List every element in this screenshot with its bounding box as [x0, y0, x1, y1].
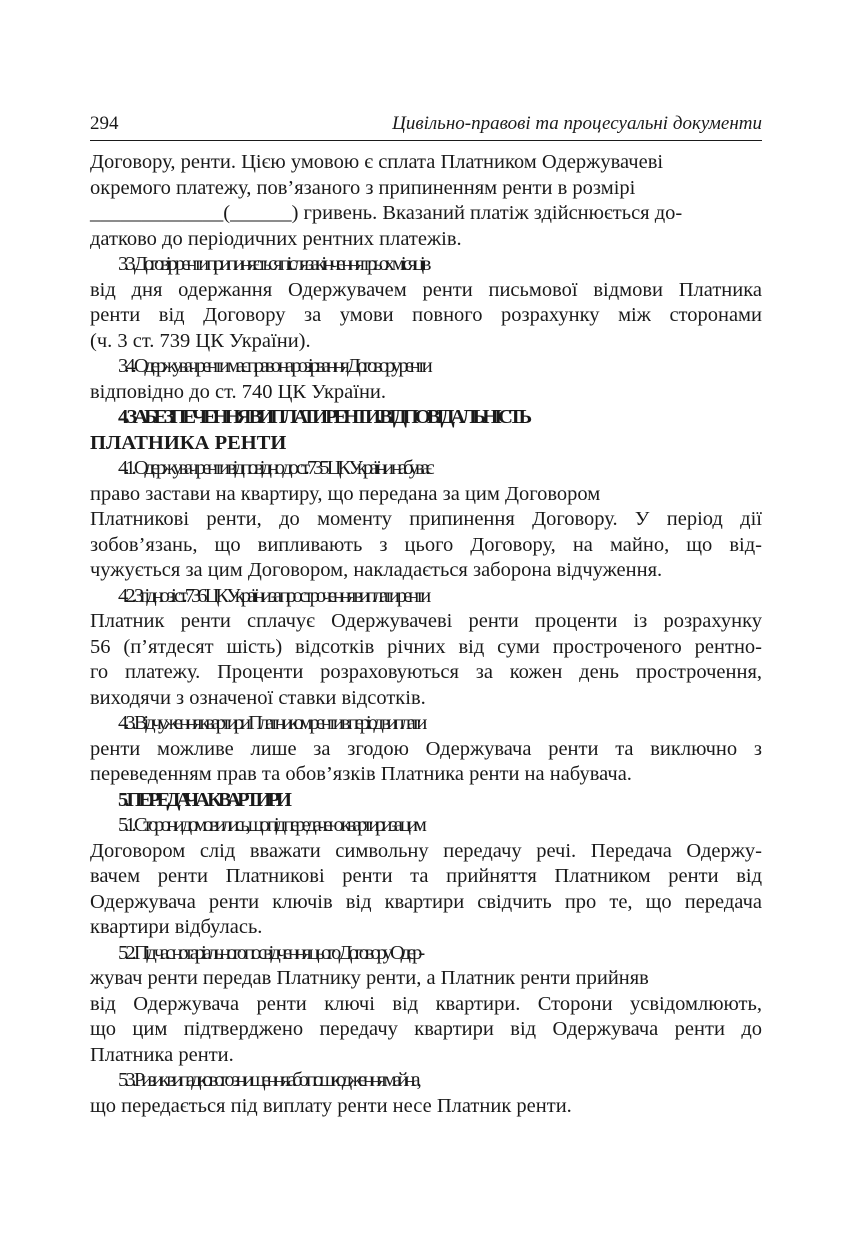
text-line: Платник ренти сплачує Одержувачеві ренти проценти із розрахунку	[90, 610, 762, 632]
paragraph	[90, 150, 762, 252]
paragraph	[90, 813, 762, 941]
text-line: окремого платежу, пов’язаного з припиненням ренти в розмірі	[90, 176, 636, 199]
paragraph	[90, 252, 762, 354]
text-line: вачем ренти Платникові ренти та прийняття Платником ренти від	[90, 865, 762, 887]
paragraph	[90, 711, 762, 788]
text-line: право застави на квартиру, що передана за цим Договором	[90, 482, 601, 505]
text-line: 5.3. Ризик випадкового знищення або пошкодження майна,	[118, 1069, 418, 1091]
paragraph	[90, 1068, 762, 1119]
text-line: що цим підтверджено передачу квартири від Одержувача ренти до	[90, 1018, 762, 1040]
text-line: го платежу. Проценти розраховуються за кожен день прострочення,	[90, 661, 762, 683]
paragraph	[90, 941, 762, 1069]
heading-line: 5. ПЕРЕДАЧА КВАРТИРИ	[118, 788, 288, 811]
section-heading	[90, 788, 762, 814]
text-line: 3.3. Договір ренти припиняється після закінчення трьох місяців	[118, 253, 428, 275]
running-title: Цивільно-правові та процесуальні документи	[392, 113, 762, 134]
text-line: від дня одержання Одержувачем ренти письмової відмови Платника	[90, 278, 762, 301]
text-line: ренти від Договору за умови повного розрахунку між сторонами	[90, 304, 762, 326]
text-line: Договору, ренти. Цією умовою є сплата Платником Одержувачеві	[90, 151, 664, 173]
paragraph	[90, 354, 762, 405]
text-line: що передається під виплату ренти несе Платник ренти.	[90, 1094, 572, 1117]
section-heading	[90, 405, 762, 456]
text-line: 5.1. Сторони домовились, що під передачею квартири за цим	[118, 814, 423, 836]
text-line: чужується за цим Договором, накладається заборона відчуження.	[90, 559, 663, 581]
text-line: 5.2. Під час нотаріального посвідчення цього Договору Одер-	[118, 941, 422, 964]
text-line: Одержувача ренти ключів від квартири свідчить про те, що передача	[90, 890, 762, 913]
text-line: Договором слід вважати символьну передачу речі. Передача Одержу-	[90, 839, 762, 862]
text-line: ренти можливе лише за згодою Одержувача ренти та виключно з	[90, 737, 762, 760]
text-line: квартири відбулась.	[90, 916, 263, 938]
text-line: 56 (п’ятдесят шість) відсотків річних від суми простроченого рентно-	[90, 635, 762, 658]
text-line: (ч. 3 ст. 739 ЦК України).	[90, 329, 311, 352]
text-line: зобов’язань, що випливають з цього Договору, на майно, що від-	[90, 533, 762, 556]
body-text	[90, 150, 762, 1119]
heading-line: 4. ЗАБЕЗПЕЧЕННЯ ВИПЛАТИ РЕНТИ. ВІДПОВІДАЛЬНІСТЬ	[118, 406, 529, 428]
text-line: жувач ренти передав Платнику ренти, а Платник ренти прийняв	[90, 967, 649, 989]
text-line: 4.3. Відчуження квартири Платником ренти в період виплати	[118, 712, 424, 734]
page-number: 294	[90, 113, 119, 134]
text-line: від Одержувача ренти ключі від квартири. Сторони усвідомлюють,	[90, 992, 762, 1015]
text-line: 3.4. Одержувач ренти має право на розірвання Договору ренти	[118, 355, 429, 377]
text-line: 4.1. Одержувач ренти відповідно до ст. 735 ЦК України набуває	[118, 457, 431, 479]
heading-line: ПЛАТНИКА РЕНТИ	[90, 431, 287, 454]
paragraph	[90, 584, 762, 712]
text-line: датково до періодичних рентних платежів.	[90, 227, 462, 250]
page-header	[90, 110, 762, 141]
text-line: _____________(______) гривень. Вказаний платіж здійснюється до-	[90, 202, 683, 224]
text-line: переведенням прав та обов’язків Платника ренти на набувача.	[90, 763, 632, 785]
text-line: 4.2. Згідно зі ст. 736 ЦК України за прострочення виплати ренти	[118, 584, 428, 607]
paragraph	[90, 456, 762, 584]
text-line: відповідно до ст. 740 ЦК України.	[90, 380, 387, 403]
text-line: Платникові ренти, до моменту припинення Договору. У період дії	[90, 508, 762, 530]
text-line: виходячи з означеної ставки відсотків.	[90, 686, 426, 709]
text-line: Платника ренти.	[90, 1043, 234, 1066]
